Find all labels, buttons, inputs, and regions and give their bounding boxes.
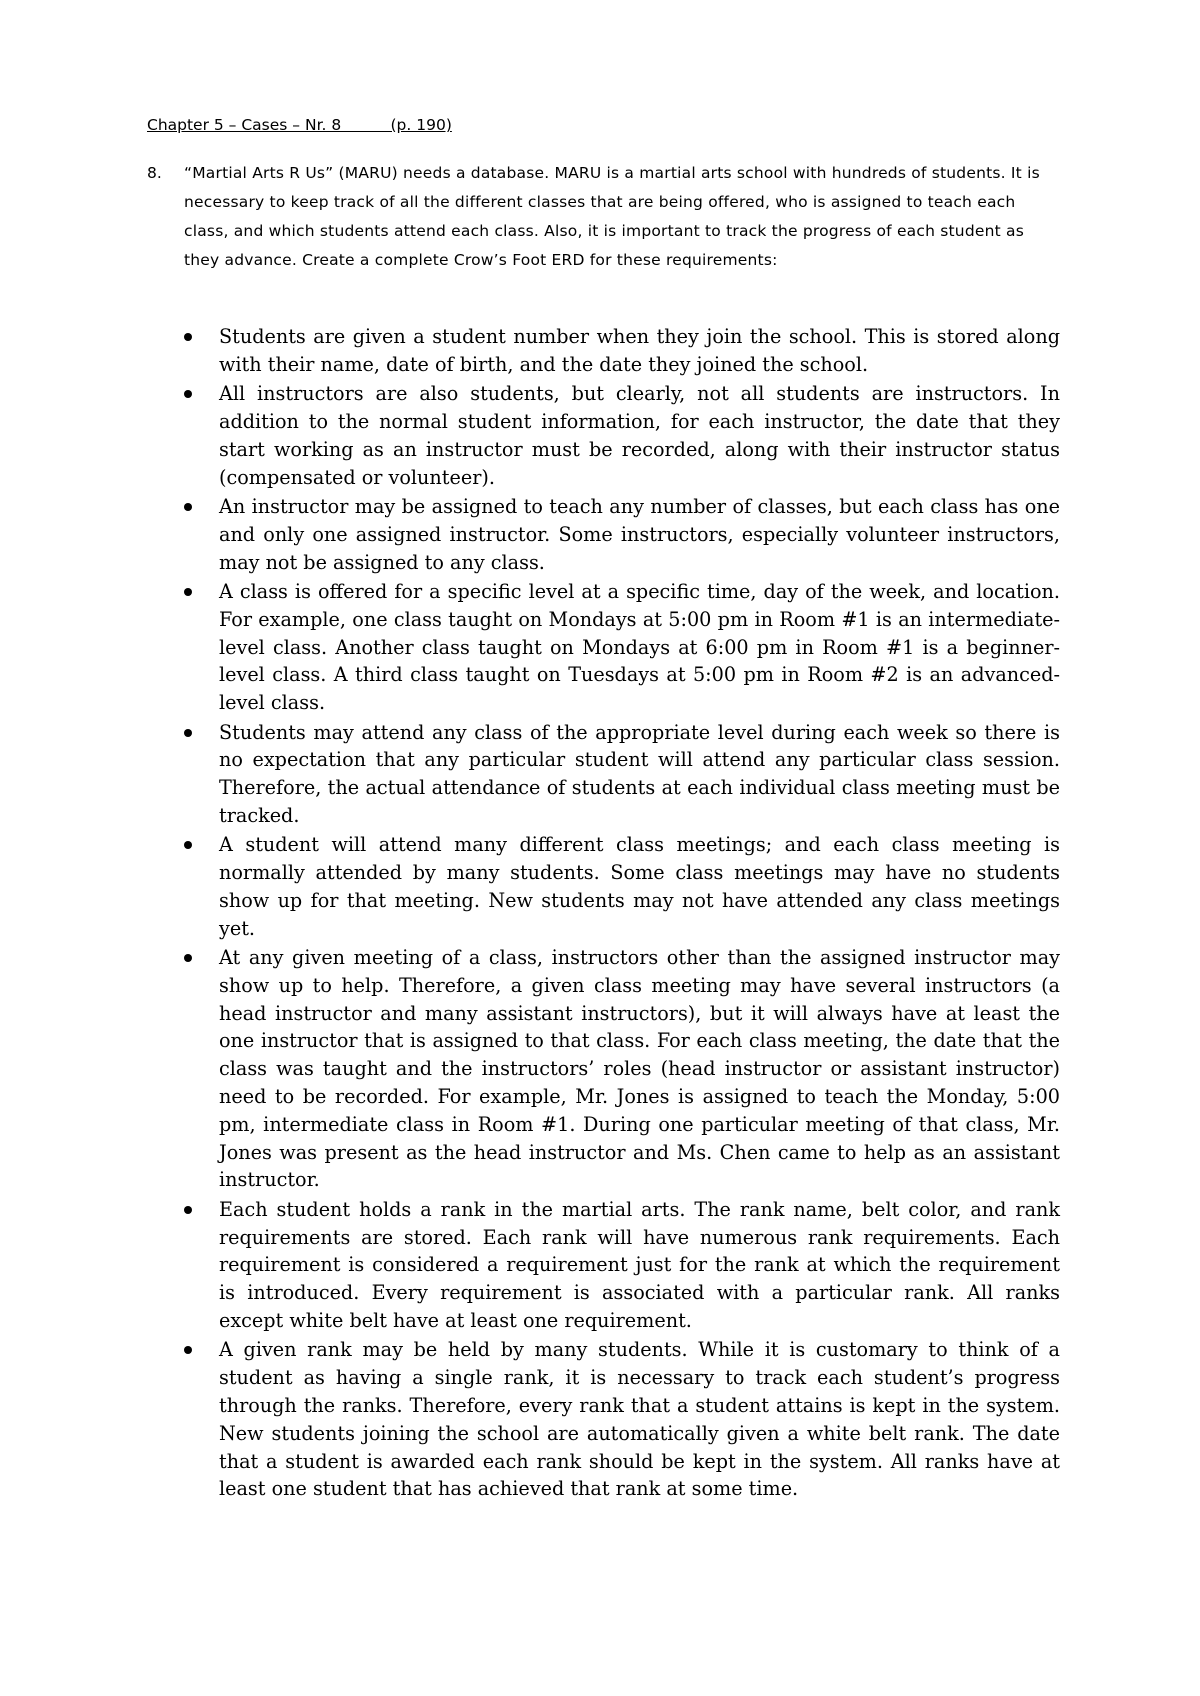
list-item bbox=[180, 719, 1060, 830]
requirement-text: Students are given a student number when they join the school. This is stored along with their name, date of birth, and the date they joined the school. bbox=[219, 325, 1060, 376]
list-item bbox=[180, 1336, 1060, 1503]
bullet-icon bbox=[184, 954, 192, 962]
list-item bbox=[180, 578, 1060, 717]
requirements-list bbox=[180, 323, 1060, 1505]
bullet-icon bbox=[184, 1206, 192, 1214]
list-item bbox=[180, 380, 1060, 491]
bullet-icon bbox=[184, 390, 192, 398]
list-item bbox=[180, 831, 1060, 942]
question-number: 8. bbox=[147, 164, 162, 182]
bullet-icon bbox=[184, 588, 192, 596]
page-heading: Chapter 5 – Cases – Nr. 8 (p. 190) bbox=[147, 116, 452, 134]
list-item bbox=[180, 1196, 1060, 1335]
requirement-text: Each student holds a rank in the martial arts. The rank name, belt color, and rank requirements are stored. Each rank will have numerous rank requirements. Each requirement is considered a requirement just for the rank at which the requirement is introduced. Every requirement is associated with a particular rank. All ranks except white belt have at least one requirement. bbox=[219, 1197, 1060, 1333]
bullet-icon bbox=[184, 841, 192, 849]
requirement-text: Students may attend any class of the appropriate level during each week so there is no expectation that any particular student will attend any particular class session. Therefore, the actual attendance of students at each individual class meeting must be tracked. bbox=[219, 720, 1060, 827]
question-text: “Martial Arts R Us” (MARU) needs a database. MARU is a martial arts school with hundreds of students. It is necessary to keep track of all the different classes that are being offered, who is assigned to teach each class, and which students attend each class. Also, it is important to track the progress of each student as they advance. Create a complete Crow’s Foot ERD for these requirements: bbox=[184, 164, 1040, 269]
list-item bbox=[180, 323, 1060, 379]
requirement-text: A class is offered for a specific level at a specific time, day of the week, and location. For example, one class taught on Mondays at 5:00 pm in Room #1 is an intermediate-level class. Another class taught on Mondays at 6:00 pm in Room #1 is a beginner-level class. A third class taught on Tuesdays at 5:00 pm in Room #2 is an advanced-level class. bbox=[219, 579, 1060, 715]
bullet-icon bbox=[184, 333, 192, 341]
bullet-icon bbox=[184, 503, 192, 511]
requirement-text: At any given meeting of a class, instructors other than the assigned instructor may show up to help. Therefore, a given class meeting may have several instructors (a head instructor and many assistant instructors), but it will always have at least the one instructor that is assigned to that class. For each class meeting, the date that the class was taught and the instructors’ roles (head instructor or assistant instructor) need to be recorded. For example, Mr. Jones is assigned to teach the Monday, 5:00 pm, intermediate class in Room #1. During one particular meeting of that class, Mr. Jones was present as the head instructor and Ms. Chen came to help as an assistant instructor. bbox=[219, 946, 1060, 1192]
requirement-text: A given rank may be held by many students. While it is customary to think of a student as having a single rank, it is necessary to track each student’s progress through the ranks. Therefore, every rank that a student attains is kept in the system. New students joining the school are automatically given a white belt rank. The date that a student is awarded each rank should be kept in the system. All ranks have at least one student that has achieved that rank at some time. bbox=[219, 1338, 1060, 1501]
bullet-icon bbox=[184, 729, 192, 737]
requirement-text: A student will attend many different class meetings; and each class meeting is normally attended by many students. Some class meetings may have no students show up for that meeting. New students may not have attended any class meetings yet. bbox=[219, 833, 1060, 940]
list-item bbox=[180, 944, 1060, 1194]
question-intro bbox=[147, 159, 1059, 275]
list-item bbox=[180, 493, 1060, 576]
bullet-icon bbox=[184, 1346, 192, 1354]
requirement-text: An instructor may be assigned to teach any number of classes, but each class has one and only one assigned instructor. Some instructors, especially volunteer instructors, may not be assigned to any class. bbox=[219, 494, 1060, 574]
requirement-text: All instructors are also students, but clearly, not all students are instructors. In addition to the normal student information, for each instructor, the date that they start working as an instructor must be recorded, along with their instructor status (compensated or volunteer). bbox=[219, 382, 1060, 489]
